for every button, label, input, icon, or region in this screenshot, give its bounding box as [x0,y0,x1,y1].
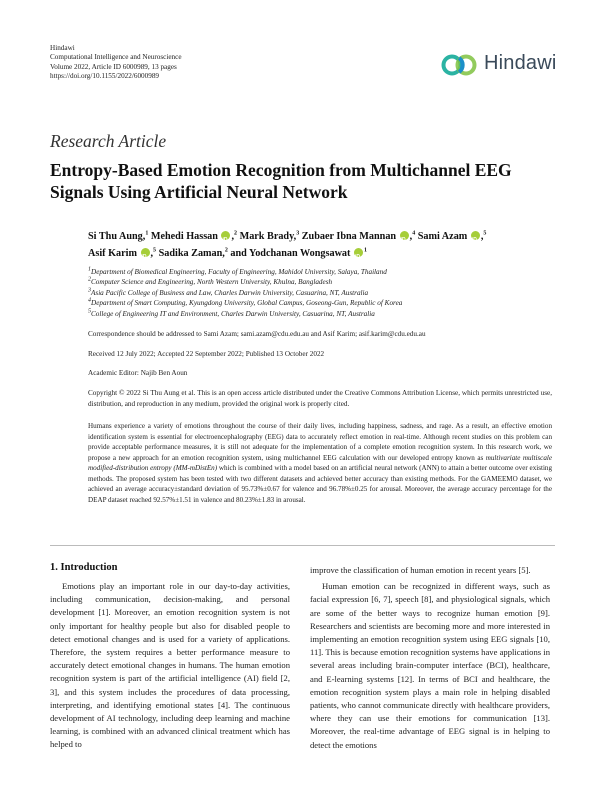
author[interactable]: Sami Azam iD ,$^5$ [418,231,487,242]
orcid-icon[interactable] [471,231,480,240]
affiliations [88,267,558,319]
academic-editor: Academic Editor: Najib Ben Aoun [88,369,188,377]
affiliation: $^1$Department of Biomedical Engineering, Faculty of Engineering, Mahidol University, Salaya, Thailand [88,266,387,276]
right-column [310,564,550,752]
hindawi-logo [440,50,560,80]
paragraph: Emotions play an important role in our day-to-day activities, including communication, decision-making, and personal development [1]. Moreover, an emotion recognition system is not only important for healthy people but also for disabled people to detect emotional changes and is used for a variety of applications. Therefore, the system requires a better performance measure to accurately detect emotional changes in humans. The human emotion recognition system is part of the artificial intelligence (AI) field [2, 3], and this system includes the procedures of data processing, interpreting, and identifying emotional states [4]. The continuous development of AI technology, including deep learning and machine learning, is combined with an advanced clinical treatment which has helped to [50,581,290,750]
volume-info: Volume 2022, Article ID 6000989, 13 pages [50,62,177,71]
abstract: Humans experience a variety of emotions throughout the course of their daily lives, including happiness, sadness, and rage. As a result, an effective emotion identification system is essential for electroencephalography (EEG) data to accurately reflect emotion in real-time. Although recent studies on this problem can provide acceptable performance measures, it is still not adequate for the implementation of a complete emotion recognition system. In this research work, we propose a new approach for an emotion recognition system, using multichannel EEG calculation with our developed entropy known as multivariate multiscale modified-distribution entropy (MM-mDistEn) which is combined with a model based on an artificial neural network (ANN) to attain a better outcome over existing methods. The proposed system has been tested with two different datasets and achieved better accuracy than existing methods. For the GAMEEMO dataset, we achieved an average accuracy±standard deviation of 95.73%±0.67 for valence and 96.78%±0.25 for arousal. Moreover, the average accuracy percentage for the DEAP dataset reached 92.57%±1.51 in valence and 80.23%±1.83 in arousal. [88,422,553,504]
left-column [50,580,290,752]
paragraph: Human emotion can be recognized in different ways, such as facial expression [6, 7], speech [8], and physiological signals, which are some of the better ways to recognize human emotion [9]. Researchers and scientists are becoming more and more interested in implementing an emotion recognition system using EEG signals [10, 11]. This is because emotion recognition systems have applications in several areas including brain-computer interface (BCI), healthcare, and E-learning systems [12]. In terms of BCI and healthcare, the emotion recognition system plays a main role in helping disabled patients, who cannot communicate directly with healthcare providers, where they can use their emotions for communication [13]. Moreover, the real-time advantage of EEG signal is in helping to detect the emotions [310,581,550,750]
publication-info [50,44,182,81]
author[interactable]: Sadika Zaman,$^2$ [158,247,228,259]
copyright-notice: Copyright © 2022 Si Thu Aung et al. This is an open access article distributed under the Creative Commons Attribution License, which permits unrestricted use, distribution, and reproduction in any medium, provided the original work is properly cited. [88,389,552,408]
orcid-icon[interactable] [141,248,150,257]
journal-name: Computational Intelligence and Neuroscience [50,53,182,62]
divider [50,545,555,546]
author-list [88,228,558,262]
author[interactable]: Zubaer Ibna Mannan iD ,$^4$ [302,231,415,242]
orcid-icon[interactable] [221,231,230,240]
affiliation: $^5$College of Engineering IT and Environment, Charles Darwin University, Casuarina, NT, Australia [88,308,375,318]
author[interactable]: Mehedi Hassan iD ,$^2$ [151,231,237,242]
orcid-icon[interactable] [400,231,409,240]
publisher-name: Hindawi [50,44,75,52]
orcid-icon[interactable] [354,248,363,257]
author[interactable]: Asif Karim iD ,$^5$ [88,248,156,259]
correspondence: Correspondence should be addressed to Sami Azam; sami.azam@cdu.edu.au and Asif Karim; asif.karim@cdu.edu.au [88,330,426,338]
paper-title: Entropy-Based Emotion Recognition from Multichannel EEG Signals Using Artificial Neural Network [50,160,512,202]
affiliation: $^3$Asia Pacific College of Business and Law, Charles Darwin University, Casuarina, NT, Australia [88,287,369,297]
author[interactable]: Si Thu Aung,$^1$ [88,230,149,242]
affiliation: $^2$Computer Science and Engineering, North Western University, Khulna, Bangladesh [88,277,333,287]
affiliation: $^4$Department of Smart Computing, Kyungdong University, Global Campus, Goseong-Gun, Republic of Korea [88,297,403,308]
section-heading: 1. Introduction [50,562,118,573]
dates: Received 12 July 2022; Accepted 22 September 2022; Published 13 October 2022 [88,350,325,358]
article-type: Research Article [50,131,167,151]
entropy-name: multivariate multiscale modified-distribution entropy (MM-mDistEn) [88,453,553,472]
author[interactable]: Mark Brady,$^3$ [239,230,300,242]
doi-link[interactable]: https://doi.org/10.1155/2022/6000989 [50,71,160,80]
paragraph: improve the classification of human emotion in recent years [5]. [310,565,531,575]
author[interactable]: and Yodchanan Wongsawat iD $^1$ [230,248,367,259]
hindawi-logo-icon [440,50,480,80]
hindawi-logo-text: Hindawi [484,52,557,74]
